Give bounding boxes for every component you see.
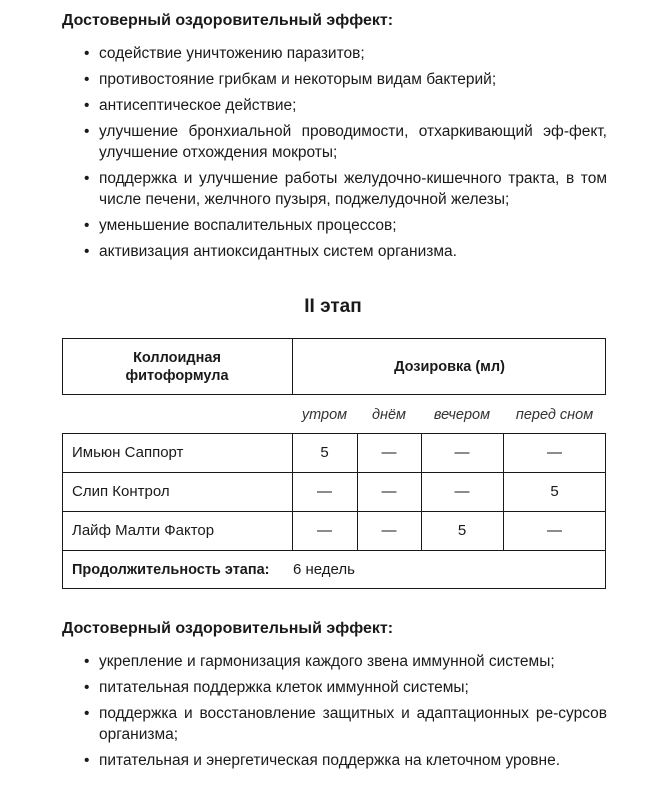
table-cell: — [454,444,470,461]
list-item: • укрепление и гармонизация каждого звена иммунной системы; [62,651,607,672]
stage-title: II этап [304,296,362,317]
list-item: • активизация антиоксидантных систем организма. [62,241,607,262]
table-row-name: Слип Контрол [72,483,170,500]
table-row-name: Лайф Малти Фактор [72,522,215,539]
table-cell: — [317,522,332,539]
duration-label: Продолжительность этапа: [72,561,270,578]
list-item: • поддержка и улучшение работы желудочно-кишечного тракта, в том числе печени, желчного пузыря, поджелудочной железы; [62,168,607,210]
effect-list-2 [62,651,607,776]
table-row-name: Имьюн Саппорт [72,444,184,461]
table-cell: — [454,483,470,500]
list-item: • содействие уничтожению паразитов; [62,43,607,64]
subheader-evening: вечером [433,407,491,423]
table-cell: — [317,483,332,500]
table-cell: — [547,444,562,461]
list-item: • противостояние грибкам и некоторым видам бактерий; [62,69,607,90]
table-cell: 5 [320,444,329,461]
subheader-day: днём [372,407,406,423]
list-item: • антисептическое действие; [62,95,607,116]
col-header-dosage: Дозировка (мл) [394,358,505,375]
table-cell: — [547,522,562,539]
table-cell: — [381,522,397,539]
table-cell: — [381,444,397,461]
list-item: • уменьшение воспалительных процессов; [62,215,607,236]
list-item: • улучшение бронхиальной проводимости, отхаркивающий эф-фект, улучшение отхождения мокроты; [62,121,607,163]
duration-value: 6 недель [293,561,355,578]
table-cell: 5 [550,483,559,500]
list-item: • поддержка и восстановление защитных и адаптационных ре-сурсов организма; [62,703,607,745]
subheader-bedtime: перед сном [515,407,594,423]
effect-heading-1: Достоверный оздоровительный эффект: [62,12,394,29]
effect-heading-2: Достоверный оздоровительный эффект: [62,620,394,637]
effect-list-1 [62,43,607,267]
list-item: • питательная и энергетическая поддержка на клеточном уровне. [62,750,607,771]
table-cell: 5 [457,522,467,539]
list-item: • питательная поддержка клеток иммунной системы; [62,677,607,698]
col-header-formula: Коллоидная фитоформула [125,349,229,384]
subheader-morning: утром [301,407,348,423]
table-cell: — [381,483,397,500]
